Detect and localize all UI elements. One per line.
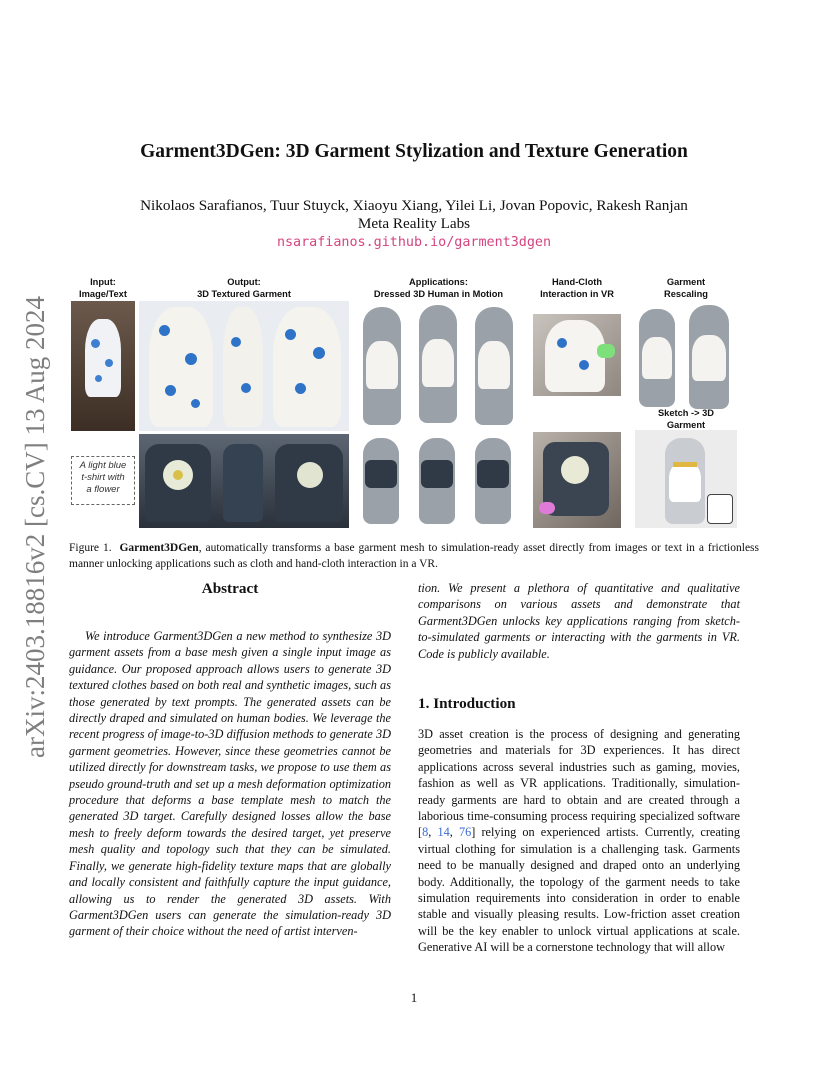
vr-dress-panel [533, 314, 621, 396]
sketch-drawing [707, 494, 733, 524]
label-applications [351, 277, 526, 300]
author-list: Nikolaos Sarafianos, Tuur Stuyck, Xiaoyu Xiang, Yilei Li, Jovan Popovic, Rakesh Ranjan [140, 197, 688, 214]
figure-caption [69, 540, 759, 572]
label-apps-line1: Applications: [409, 277, 468, 287]
citation-sep-2: , [449, 825, 459, 840]
intro-text-2: ] relying on experienced artists. Currently, creating virtual clothing for simulation is a challenging task. Garments need to be manually designed and draped onto an underlying body. Additionally, the topology of the garment needs to take simulation requirements into consideration in order to enable stable and visually pleasing results. Low-friction asset creation will be the key enabler to unlock virtual applications at scale. Generative AI will be a cornerstone technology that will allow [418, 825, 740, 955]
rescaling-panel [631, 301, 741, 411]
label-sketch-line2: Garment [666, 419, 706, 430]
label-apps-line2: Dressed 3D Human in Motion [373, 288, 504, 299]
label-hand-cloth [531, 277, 623, 300]
label-sketch-line1: Sketch -> 3D [657, 408, 715, 418]
intro-heading: 1. Introduction [418, 695, 516, 712]
text-prompt-box [71, 456, 135, 505]
applications-dress-row [351, 301, 526, 431]
intro-paragraph [418, 726, 740, 956]
label-input [69, 277, 137, 300]
label-input-line2: Image/Text [79, 288, 127, 299]
human-1 [363, 307, 401, 425]
label-rescale-line1: Garment [666, 277, 706, 287]
output-tshirt-back [275, 444, 343, 522]
caption-rest: , automatically transforms a base garment mesh to simulation-ready asset directly from images or text in a frictionless manner unlocking applications such as cloth and hand-cloth interaction in a VR. [69, 542, 759, 570]
human-5 [419, 438, 455, 524]
prompt-line-3: a flower [86, 484, 120, 495]
intro-text-1: 3D asset creation is the process of designing and generating geometries and materials for 3D experiences. It has direct applications across several industries such as gaming, movies, fashion as well as VR applications. Traditionally, simulation-ready garments are hard to obtain and are created through a laborious time-consuming process requiring specialized software [ [418, 727, 740, 840]
output-tshirt-front [145, 444, 211, 522]
abstract-text: We introduce Garment3DGen a new method to synthesize 3D garment assets from a base mesh given a single input image as guidance. Our proposed approach allows users to generate 3D textured clothes based on both real and synthetic images, such as those generated by text prompts. The generated assets can be directly draped and simulated on human bodies. We leverage the recent progress of image-to-3D diffusion methods to generate 3D garment geometries. However, since these geometries cannot be utilized directly for downstream tasks, we propose to use them as pseudo ground-truth and set up a mesh deformation optimization procedure that deforms a base template mesh to match the generated 3D target. Carefully designed losses allow the base mesh to freely deform towards the desired target, yet preserve mesh quality and topology such that they can be simulated. Finally, we generate high-fidelity texture maps that are globally and locally consistent and faithfully capture the input guidance, allowing us to render the generated 3D assets. With Garment3DGen users can generate the simulation-ready 3D garment of their choice without the need of artist interven- [69, 629, 391, 939]
human-2 [419, 305, 457, 423]
affiliation: Meta Reality Labs [357, 215, 471, 232]
output-tshirt-side [223, 444, 263, 522]
output-dress-side [223, 307, 263, 427]
caption-bold: Garment3DGen [119, 542, 199, 554]
label-output [139, 277, 349, 300]
label-hand-line1: Hand-Cloth [551, 277, 603, 287]
rescale-human-large [689, 305, 729, 409]
label-output-line2: 3D Textured Garment [197, 288, 291, 299]
project-link[interactable]: nsarafianos.github.io/garment3dgen [276, 235, 552, 250]
output-dress-panel [139, 301, 349, 431]
human-4 [363, 438, 399, 524]
page-number: 1 [410, 990, 418, 1005]
arxiv-id: arXiv:2403.18816v2 [cs.CV] 13 Aug 2024 [20, 296, 50, 758]
citation-76[interactable]: 76 [458, 825, 472, 840]
input-dress [85, 319, 121, 397]
sketch-human [665, 438, 705, 524]
paper-title: Garment3DGen: 3D Garment Stylization and Texture Generation [140, 141, 688, 162]
vr-hand-2 [539, 502, 555, 514]
human-6 [475, 438, 511, 524]
output-dress-back [273, 307, 341, 427]
figure-1 [69, 274, 759, 530]
vr-hand [597, 344, 615, 358]
input-photo [71, 301, 135, 431]
label-sketch [631, 408, 741, 431]
citation-sep-1: , [428, 825, 438, 840]
label-rescaling [631, 277, 741, 300]
output-tshirt-panel [139, 434, 349, 528]
prompt-line-2: t-shirt with [81, 472, 125, 483]
sketch-garment-panel [635, 430, 737, 528]
label-input-line1: Input: [90, 277, 116, 287]
caption-lead: Figure 1. [69, 542, 112, 554]
applications-tshirt-row [351, 434, 526, 528]
vr-tshirt-panel [533, 432, 621, 528]
arxiv-stamp [14, 288, 54, 758]
citation-14[interactable]: 14 [437, 825, 450, 840]
label-hand-line2: Interaction in VR [540, 288, 614, 299]
human-3 [475, 307, 513, 425]
label-output-line1: Output: [227, 277, 261, 287]
abstract-heading: Abstract [201, 580, 259, 597]
citation-8[interactable]: 8 [422, 825, 429, 840]
rescale-human-small [639, 309, 675, 407]
prompt-line-1: A light blue [79, 460, 127, 471]
abstract-text-continued: tion. We present a plethora of quantitative and qualitative comparisons on various assets and demonstrate that Garment3DGen unlocks key applications ranging from sketch-to-simulated garments or interacting with the garments in VR. Code is publicly available. [418, 581, 740, 661]
label-rescale-line2: Rescaling [664, 288, 708, 299]
output-dress-front [149, 307, 213, 427]
